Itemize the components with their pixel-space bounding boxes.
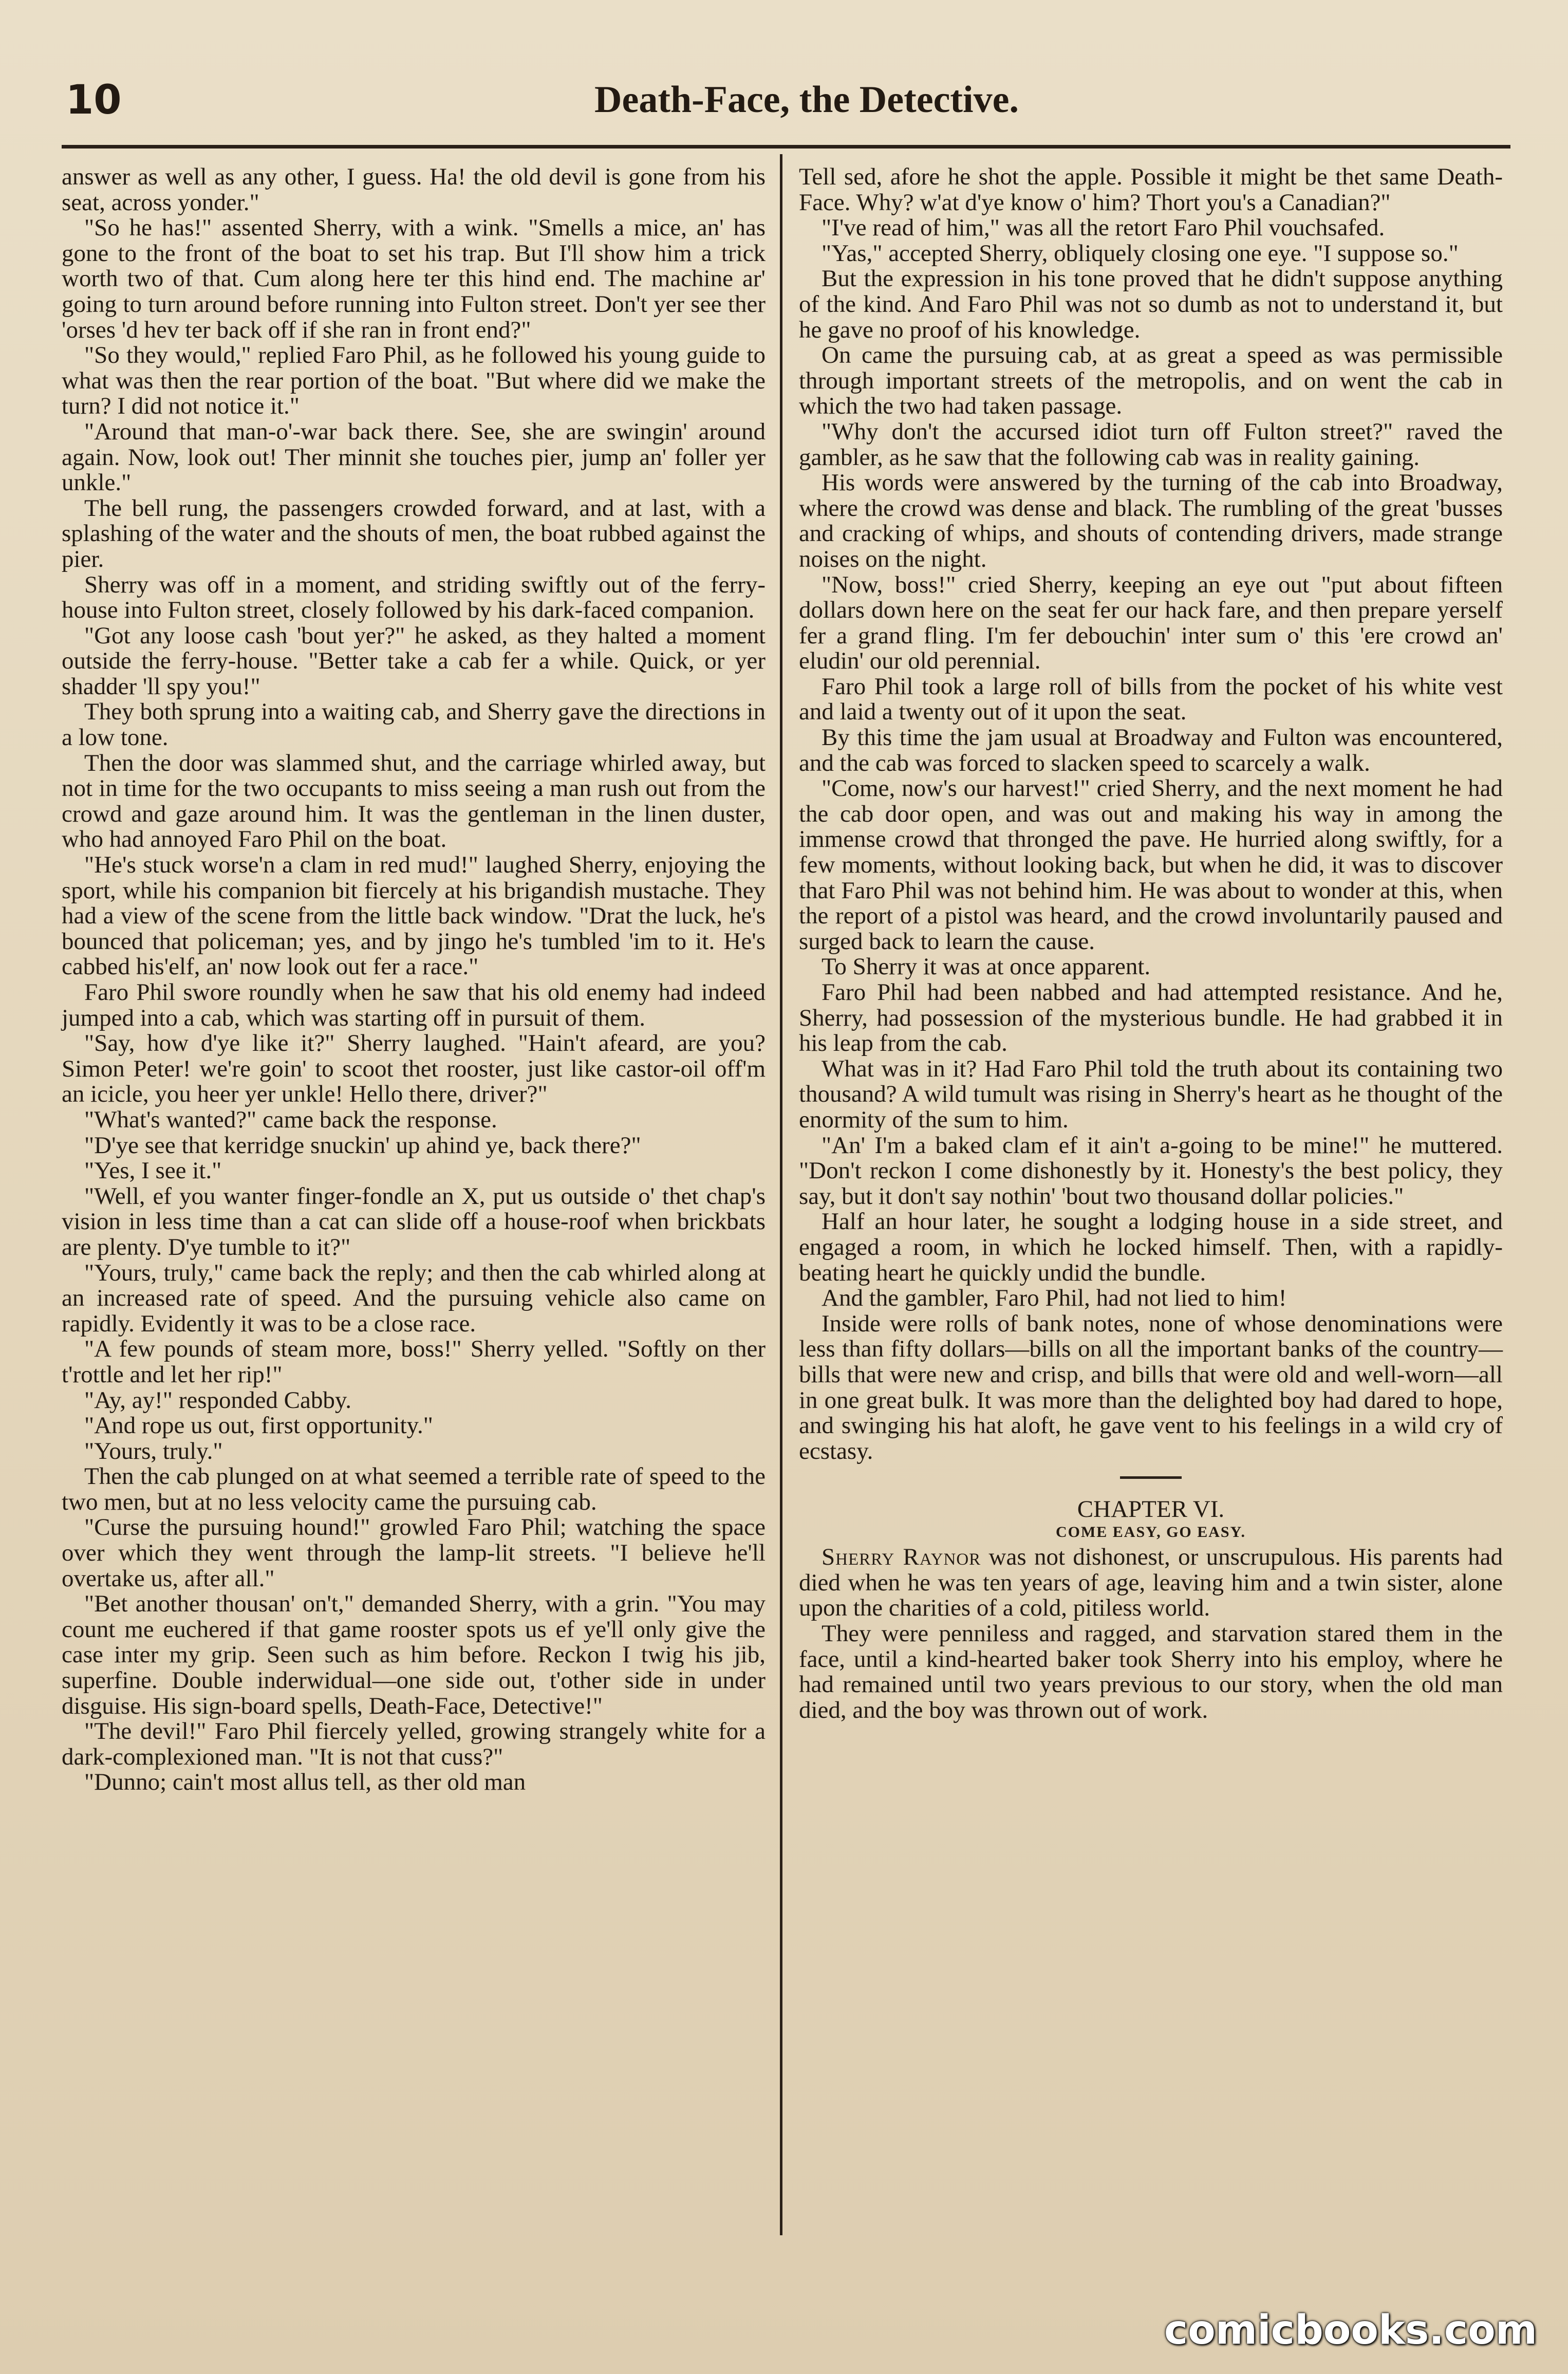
paragraph: Then the cab plunged on at what seemed a terrible rate of speed to the two men, but at no less velocity came the pursuing cab. <box>62 1463 766 1515</box>
chapter-subtitle: COME EASY, GO EASY. <box>1055 1524 1246 1541</box>
paragraph: Inside were rolls of bank notes, none of whose denominations were less than fifty dollars—bills on all the important banks of the country—bills that were new and crisp, and bills that were old and well-worn—all in one great bulk. It was more than the delighted boy had dared to hope, and swinging his hat aloft, he gave vent to his feelings in a wild cry of ecstasy. <box>799 1310 1503 1464</box>
paragraph: "Dunno; cain't most allus tell, as ther old man <box>84 1769 526 1796</box>
right-column-paragraphs <box>799 164 1503 1464</box>
paragraph: "Ay, ay!" responded Cabby. <box>84 1386 352 1414</box>
paragraph: Faro Phil had been nabbed and had attempted resistance. And he, Sherry, had possession of the mysterious bundle. He had grabbed it in his leap from the cab. <box>799 979 1503 1057</box>
paragraph: "And rope us out, first opportunity." <box>84 1412 433 1439</box>
paragraph: They both sprung into a waiting cab, and Sherry gave the directions in a low tone. <box>62 698 766 751</box>
page-number: 10 <box>66 77 122 123</box>
section-separator <box>1120 1476 1182 1479</box>
paragraph: "Got any loose cash 'bout yer?" he asked, as they halted a moment outside the ferry-house. "Better take a cab fer a while. Quick, or yer shadder 'll spy you!" <box>62 622 766 700</box>
paragraph: And the gambler, Faro Phil, had not lied to him! <box>822 1285 1287 1312</box>
chapter-paragraphs <box>799 1621 1503 1723</box>
paragraph: On came the pursuing cab, at as great a speed as was permissible through important streets of the metropolis, and on went the cab in which the two had taken passage. <box>799 342 1503 420</box>
paragraph: "Why don't the accursed idiot turn off Fulton street?" raved the gambler, as he saw that the following cab was in reality gaining. <box>799 418 1503 471</box>
paragraph: To Sherry it was at once apparent. <box>822 953 1151 980</box>
chapter-title: CHAPTER VI. <box>1077 1496 1225 1523</box>
paragraph: Faro Phil took a large roll of bills from the pocket of his white vest and laid a twenty out of it upon the seat. <box>799 673 1503 726</box>
paragraph: "He's stuck worse'n a clam in red mud!" laughed Sherry, enjoying the sport, while his companion bit fiercely at his brigandish mustache. They had a view of the scene from the little back window. "Drat the luck, he's bounced that policeman; yes, and by jingo he's tumbled 'im to it. He's cabbed his'elf, an' now look out fer a race." <box>62 851 766 980</box>
paragraph: "The devil!" Faro Phil fiercely yelled, growing strangely white for a dark-complexioned man. "It is not that cuss?" <box>62 1718 766 1770</box>
paragraph: "So they would," replied Faro Phil, as he followed his young guide to what was then the rear portion of the boat. "But where did we make the turn? I did not notice it." <box>62 342 766 420</box>
paragraph: They were penniless and ragged, and starvation stared them in the face, until a kind-hearted baker took Sherry into his employ, where he had remained until two years previous to our story, when the old man died, and the boy was thrown out of work. <box>799 1620 1503 1723</box>
running-title: Death-Face, the Detective. <box>594 79 1019 121</box>
paragraph: "Curse the pursuing hound!" growled Faro Phil; watching the space over which they went through the lamp-lit streets. "I believe he'll overtake us, after all." <box>62 1514 766 1592</box>
paragraph: "Say, how d'ye like it?" Sherry laughed. "Hain't afeard, are you? Simon Peter! we're goin' to scoot thet rooster, just like castor-oil off'm an icicle, you heer yer unkle! Hello there, driver?" <box>62 1030 766 1108</box>
paragraph: "Around that man-o'-war back there. See, she are swingin' around again. Now, look out! Ther minnit she touches pier, jump an' foller yer unkle." <box>62 418 766 496</box>
paragraph: "Yours, truly." <box>84 1437 223 1464</box>
left-column <box>62 164 766 1795</box>
paragraph: The bell rung, the passengers crowded forward, and at last, with a splashing of the water and the shouts of men, the boat rubbed against the pier. <box>62 494 766 572</box>
paragraph: Sherry was off in a moment, and striding swiftly out of the ferry-house into Fulton street, closely followed by his dark-faced companion. <box>62 571 766 624</box>
header-rule <box>62 145 1510 149</box>
paragraph: His words were answered by the turning of the cab into Broadway, where the crowd was dense and black. The rumbling of the great 'busses and cracking of whips, and shouts of contending drivers, made strange noises on the night. <box>799 469 1503 572</box>
chapter-lead-paragraph <box>799 1545 1503 1621</box>
paragraph: "Come, now's our harvest!" cried Sherry, and the next moment he had the cab door open, and was out and making his way in among the immense crowd that thronged the pave. He hurried along swiftly, for a few moments, without looking back, but when he did, it was to discover that Faro Phil was not behind him. He was about to wonder at this, when the report of a pistol was heard, and the crowd involuntarily paused and surged back to learn the cause. <box>799 775 1503 955</box>
paragraph: "Yes, I see it." <box>84 1157 222 1184</box>
paragraph: But the expression in his tone proved that he didn't suppose anything of the kind. And Faro Phil was not so dumb as not to understand it, but he gave no proof of his knowledge. <box>799 265 1503 343</box>
paragraph: "An' I'm a baked clam ef it ain't a-going to be mine!" he muttered. "Don't reckon I come dishonestly by it. Honesty's the best policy, they say, but it don't say nothin' 'bout two thousand dollar policies." <box>799 1132 1503 1210</box>
paragraph: "What's wanted?" came back the response. <box>84 1106 497 1133</box>
paragraph: answer as well as any other, I guess. Ha! the old devil is gone from his seat, across yonder." <box>62 163 766 216</box>
paragraph: Faro Phil swore roundly when he saw that his old enemy had indeed jumped into a cab, which was starting off in pursuit of them. <box>62 979 766 1031</box>
paragraph: "Bet another thousan' on't," demanded Sherry, with a grin. "You may count me euchered if that game rooster spots us ef ye'll only give the case inter my grip. Seen such as him before. Reckon I twig his jib, superfine. Double inderwidual—one side out, t'other side in under disguise. His sign-board spells, Death-Face, Detective!" <box>62 1590 766 1719</box>
paragraph: "A few pounds of steam more, boss!" Sherry yelled. "Softly on ther t'rottle and let her rip!" <box>62 1336 766 1388</box>
right-column <box>799 164 1503 1723</box>
watermark-logo: comicbooks.com <box>1164 2307 1537 2353</box>
paragraph: "Now, boss!" cried Sherry, keeping an eye out "put about fifteen dollars down here on the seat fer our hack fare, and then prepare yerself fer a grand fling. I'm fer debouchin' inter sum o' this 'ere crowd an' eludin' our old perennial. <box>799 571 1503 675</box>
page-header <box>62 77 1510 134</box>
paragraph: "Yours, truly," came back the reply; and then the cab whirled along at an increased rate of speed. And the pursuing vehicle also came on rapidly. Evidently it was to be a close race. <box>62 1259 766 1337</box>
paragraph: By this time the jam usual at Broadway and Fulton was encountered, and the cab was forced to slacken speed to scarcely a walk. <box>799 724 1503 776</box>
paragraph: What was in it? Had Faro Phil told the truth about its containing two thousand? A wild tumult was rising in Sherry's heart as he thought of the enormity of the sum to him. <box>799 1055 1503 1133</box>
column-divider <box>780 154 782 2235</box>
paragraph: "I've read of him," was all the retort Faro Phil vouchsafed. <box>822 214 1385 242</box>
paragraph: "D'ye see that kerridge snuckin' up ahind ye, back there?" <box>84 1132 641 1159</box>
chapter-lead-text: was not dishonest, or unscrupulous. His parents had died when he was ten years of age, leaving him and a twin sister, alone upon the charities of a cold, pitiless world. <box>799 1544 1503 1622</box>
paragraph: "Yas," accepted Sherry, obliquely closing one eye. "I suppose so." <box>822 239 1459 267</box>
chapter-lead-name: Sherry Raynor <box>822 1544 981 1571</box>
paragraph: Then the door was slammed shut, and the carriage whirled away, but not in time for the two occupants to miss seeing a man rush out from the crowd and gaze around him. It was the gentleman in the linen duster, who had annoyed Faro Phil on the boat. <box>62 749 766 853</box>
paragraph: Tell sed, afore he shot the apple. Possible it might be thet same Death-Face. Why? w'at d'ye know o' him? Thort you's a Canadian?" <box>799 163 1503 216</box>
paragraph: "Well, ef you wanter finger-fondle an X, put us outside o' thet chap's vision in less time than a cat can slide off a house-roof when brickbats are plenty. D'ye tumble to it?" <box>62 1182 766 1260</box>
paragraph: Half an hour later, he sought a lodging house in a side street, and engaged a room, in which he locked himself. Then, with a rapidly-beating heart he quickly undid the bundle. <box>799 1208 1503 1286</box>
paragraph: "So he has!" assented Sherry, with a wink. "Smells a mice, an' has gone to the front of the boat to set his trap. But I'll show him a trick worth two of that. Cum along here ter this hind end. The machine ar' going to turn around before running into Fulton street. Don't yer see ther 'orses 'd hev ter back off if she ran in front end?" <box>62 214 766 343</box>
